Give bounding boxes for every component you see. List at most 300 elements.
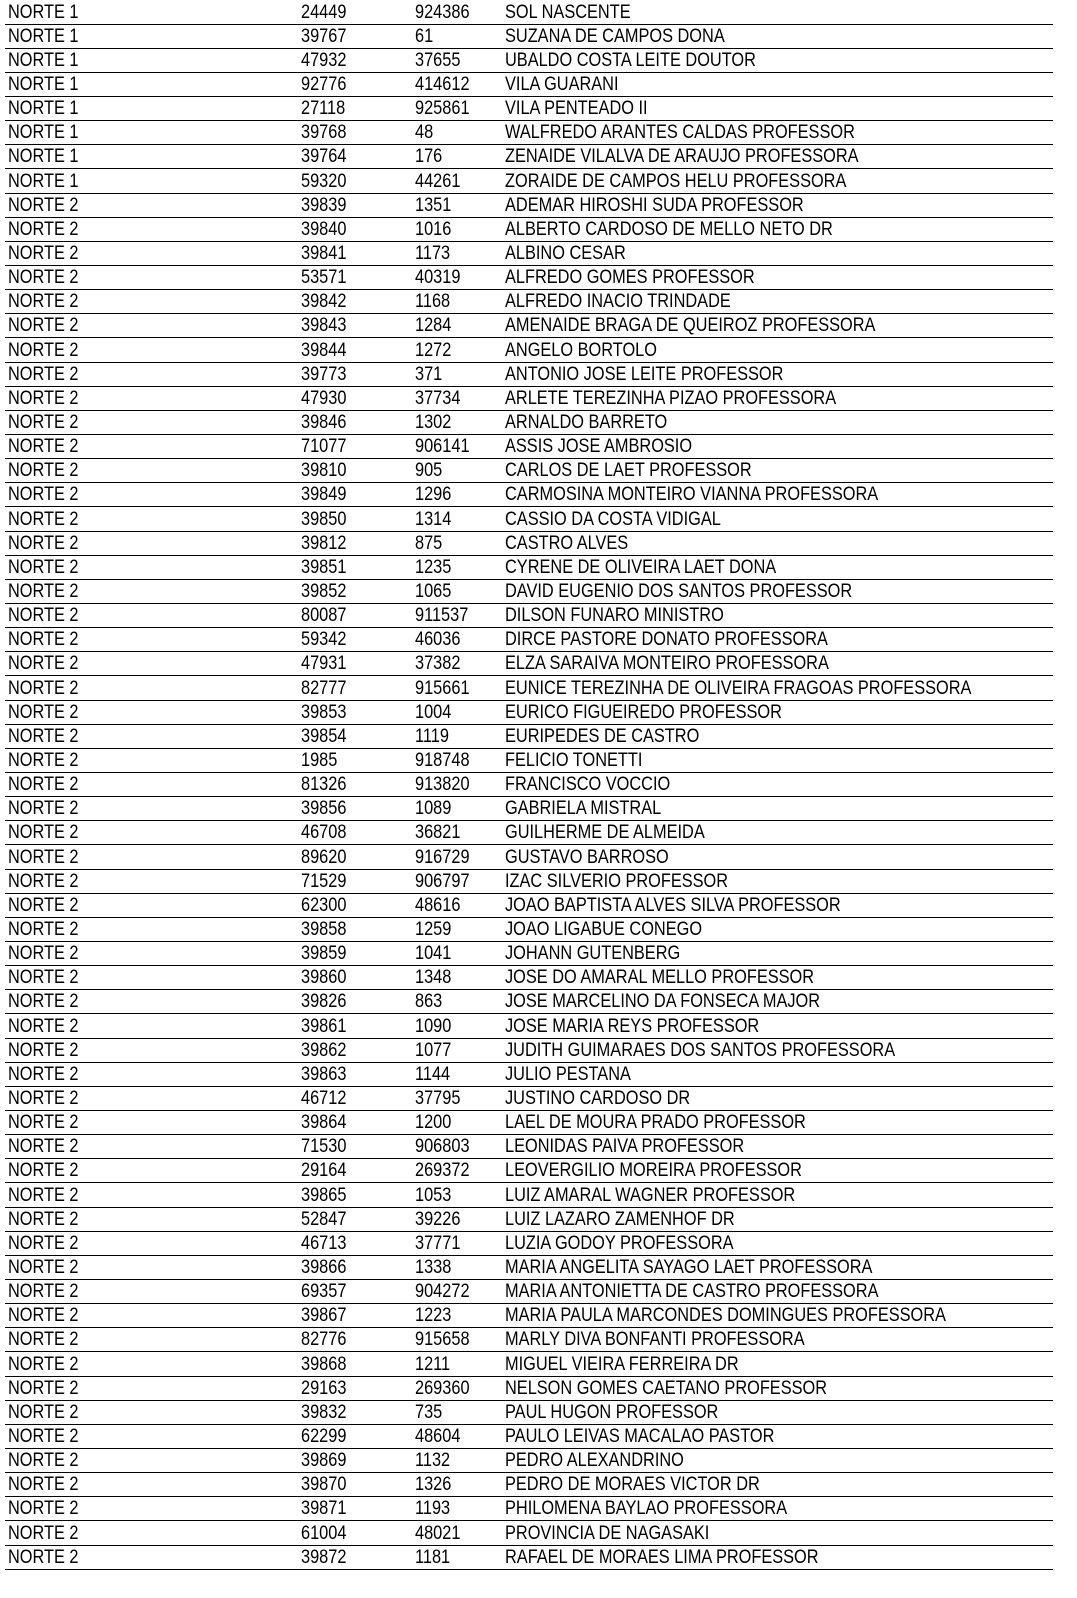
region-cell xyxy=(5,1448,298,1472)
code-text: 39850 xyxy=(301,508,347,530)
table-row xyxy=(5,217,1053,241)
id-text: 1004 xyxy=(415,701,452,723)
id-text: 915661 xyxy=(415,677,470,699)
id-text: 37771 xyxy=(415,1232,461,1254)
code-text: 39862 xyxy=(301,1039,347,1061)
code-text: 39864 xyxy=(301,1112,347,1134)
id-text: 37655 xyxy=(415,49,461,71)
school-name-cell xyxy=(502,217,1053,241)
school-name-cell xyxy=(502,314,1053,338)
table-row xyxy=(5,483,1053,507)
table-row xyxy=(5,1159,1053,1183)
id-cell xyxy=(412,507,502,531)
id-cell xyxy=(412,773,502,797)
school-name-text: ALFREDO GOMES PROFESSOR xyxy=(505,267,755,289)
region-text: NORTE 2 xyxy=(8,1015,79,1037)
id-cell xyxy=(412,1231,502,1255)
id-cell xyxy=(412,1376,502,1400)
school-name-text: LUIZ AMARAL WAGNER PROFESSOR xyxy=(505,1184,796,1206)
region-text: NORTE 2 xyxy=(8,339,79,361)
code-cell xyxy=(298,1521,412,1545)
table-row xyxy=(5,386,1053,410)
code-cell xyxy=(298,266,412,290)
code-text: 39843 xyxy=(301,315,347,337)
school-name-cell xyxy=(502,1135,1053,1159)
school-name-text: JOSE DO AMARAL MELLO PROFESSOR xyxy=(505,967,815,989)
id-cell xyxy=(412,1352,502,1376)
region-text: NORTE 2 xyxy=(8,701,79,723)
code-cell xyxy=(298,193,412,217)
code-cell xyxy=(298,1473,412,1497)
table-row xyxy=(5,1255,1053,1279)
code-text: 39863 xyxy=(301,1063,347,1085)
id-cell xyxy=(412,893,502,917)
school-name-text: ASSIS JOSE AMBROSIO xyxy=(505,436,693,458)
code-cell xyxy=(298,676,412,700)
region-cell xyxy=(5,531,298,555)
school-name-text: MIGUEL VIEIRA FERREIRA DR xyxy=(505,1353,739,1375)
table-row xyxy=(5,1376,1053,1400)
table-row xyxy=(5,531,1053,555)
code-cell xyxy=(298,773,412,797)
id-text: 1272 xyxy=(415,339,452,361)
code-cell xyxy=(298,869,412,893)
code-text: 1985 xyxy=(301,750,338,771)
id-text: 863 xyxy=(415,991,443,1013)
region-cell xyxy=(5,507,298,531)
id-text: 1065 xyxy=(415,581,452,603)
code-text: 92776 xyxy=(301,74,347,96)
table-row xyxy=(5,145,1053,169)
school-name-cell xyxy=(502,724,1053,748)
region-text: NORTE 2 xyxy=(8,1474,79,1496)
id-text: 1223 xyxy=(415,1305,452,1327)
id-cell xyxy=(412,628,502,652)
id-cell xyxy=(412,169,502,193)
region-text: NORTE 1 xyxy=(8,25,79,47)
school-name-text: SOL NASCENTE xyxy=(505,1,631,23)
table-row xyxy=(5,459,1053,483)
id-text: 176 xyxy=(415,146,443,168)
id-text: 1132 xyxy=(415,1450,451,1472)
table-row xyxy=(5,748,1053,772)
code-text: 62300 xyxy=(301,894,347,916)
school-name-cell xyxy=(502,1062,1053,1086)
school-name-cell xyxy=(502,821,1053,845)
id-cell xyxy=(412,217,502,241)
code-text: 39852 xyxy=(301,581,347,603)
school-name-text: JULIO PESTANA xyxy=(505,1063,631,1085)
table-row xyxy=(5,990,1053,1014)
region-text: NORTE 1 xyxy=(8,170,79,192)
code-cell xyxy=(298,217,412,241)
id-cell xyxy=(412,1110,502,1134)
region-cell xyxy=(5,459,298,483)
code-text: 59320 xyxy=(301,170,347,192)
id-text: 1200 xyxy=(415,1112,452,1134)
region-cell xyxy=(5,1279,298,1303)
code-text: 39841 xyxy=(301,243,347,265)
id-text: 906141 xyxy=(415,436,470,458)
code-cell xyxy=(298,1424,412,1448)
id-cell xyxy=(412,266,502,290)
table-row xyxy=(5,314,1053,338)
table-row xyxy=(5,97,1053,121)
code-text: 39861 xyxy=(301,1015,347,1037)
region-text: NORTE 2 xyxy=(8,508,79,530)
school-name-cell xyxy=(502,990,1053,1014)
school-name-text: PROVINCIA DE NAGASAKI xyxy=(505,1522,710,1544)
region-text: NORTE 2 xyxy=(8,412,79,434)
table-row xyxy=(5,1231,1053,1255)
region-text: NORTE 2 xyxy=(8,1160,79,1182)
id-cell xyxy=(412,1473,502,1497)
table-row xyxy=(5,121,1053,145)
id-text: 269360 xyxy=(415,1377,470,1399)
code-cell xyxy=(298,1038,412,1062)
region-cell xyxy=(5,24,298,48)
code-text: 39826 xyxy=(301,991,347,1013)
school-name-cell xyxy=(502,483,1053,507)
id-text: 1211 xyxy=(415,1353,451,1375)
id-text: 906797 xyxy=(415,870,470,892)
id-text: 1348 xyxy=(415,967,452,989)
code-text: 46713 xyxy=(301,1232,347,1254)
school-name-cell xyxy=(502,1473,1053,1497)
region-text: NORTE 2 xyxy=(8,243,79,265)
id-cell xyxy=(412,24,502,48)
table-row xyxy=(5,241,1053,265)
school-name-cell xyxy=(502,266,1053,290)
id-cell xyxy=(412,459,502,483)
school-name-text: LEONIDAS PAIVA PROFESSOR xyxy=(505,1136,745,1158)
region-cell xyxy=(5,1086,298,1110)
region-cell xyxy=(5,217,298,241)
school-name-cell xyxy=(502,193,1053,217)
table-row xyxy=(5,869,1053,893)
code-text: 39810 xyxy=(301,460,347,482)
id-text: 1235 xyxy=(415,556,452,578)
school-name-text: LUZIA GODOY PROFESSORA xyxy=(505,1232,734,1254)
region-cell xyxy=(5,579,298,603)
code-cell xyxy=(298,1135,412,1159)
id-cell xyxy=(412,604,502,628)
table-row xyxy=(5,1352,1053,1376)
code-text: 47930 xyxy=(301,387,347,409)
table-row xyxy=(5,1014,1053,1038)
table-row xyxy=(5,362,1053,386)
school-name-text: ZENAIDE VILALVA DE ARAUJO PROFESSORA xyxy=(505,146,859,168)
school-name-cell xyxy=(502,1231,1053,1255)
code-cell xyxy=(298,1328,412,1352)
school-name-text: DILSON FUNARO MINISTRO xyxy=(505,605,724,627)
id-text: 48 xyxy=(415,122,434,144)
id-cell xyxy=(412,1159,502,1183)
code-cell xyxy=(298,1400,412,1424)
school-name-text: FRANCISCO VOCCIO xyxy=(505,774,671,796)
code-text: 39870 xyxy=(301,1474,347,1496)
code-text: 39768 xyxy=(301,122,347,144)
region-cell xyxy=(5,1328,298,1352)
code-cell xyxy=(298,0,412,24)
school-name-cell xyxy=(502,97,1053,121)
region-text: NORTE 2 xyxy=(8,1450,79,1472)
code-text: 39832 xyxy=(301,1401,347,1423)
id-text: 1351 xyxy=(415,194,452,216)
table-row xyxy=(5,1183,1053,1207)
region-cell xyxy=(5,869,298,893)
school-name-text: SUZANA DE CAMPOS DONA xyxy=(505,25,725,47)
school-name-text: CASTRO ALVES xyxy=(505,532,629,554)
id-cell xyxy=(412,555,502,579)
region-cell xyxy=(5,1231,298,1255)
table-row xyxy=(5,555,1053,579)
code-cell xyxy=(298,966,412,990)
region-cell xyxy=(5,1473,298,1497)
id-text: 414612 xyxy=(415,74,470,96)
code-text: 61004 xyxy=(301,1522,347,1544)
id-cell xyxy=(412,941,502,965)
region-text: NORTE 2 xyxy=(8,774,79,796)
school-name-text: PHILOMENA BAYLAO PROFESSORA xyxy=(505,1498,788,1520)
id-text: 1041 xyxy=(415,943,452,965)
table-row xyxy=(5,1521,1053,1545)
school-name-cell xyxy=(502,941,1053,965)
code-cell xyxy=(298,652,412,676)
code-cell xyxy=(298,121,412,145)
region-cell xyxy=(5,604,298,628)
table-row xyxy=(5,845,1053,869)
region-cell xyxy=(5,917,298,941)
table-row xyxy=(5,966,1053,990)
id-cell xyxy=(412,797,502,821)
region-text: NORTE 2 xyxy=(8,291,79,313)
id-text: 61 xyxy=(415,25,434,47)
region-text: NORTE 2 xyxy=(8,629,79,651)
code-cell xyxy=(298,1376,412,1400)
id-cell xyxy=(412,1086,502,1110)
school-name-cell xyxy=(502,966,1053,990)
code-text: 39840 xyxy=(301,218,347,240)
region-text: NORTE 2 xyxy=(8,677,79,699)
table-row xyxy=(5,1135,1053,1159)
region-text: NORTE 2 xyxy=(8,1039,79,1061)
code-text: 39859 xyxy=(301,943,347,965)
region-text: NORTE 2 xyxy=(8,967,79,989)
id-cell xyxy=(412,748,502,772)
code-text: 29163 xyxy=(301,1377,347,1399)
region-cell xyxy=(5,1110,298,1134)
code-cell xyxy=(298,1352,412,1376)
code-cell xyxy=(298,507,412,531)
code-text: 39868 xyxy=(301,1353,347,1375)
region-cell xyxy=(5,1400,298,1424)
school-name-cell xyxy=(502,290,1053,314)
school-name-cell xyxy=(502,1038,1053,1062)
school-name-text: GUILHERME DE ALMEIDA xyxy=(505,822,705,844)
id-text: 46036 xyxy=(415,629,461,651)
region-cell xyxy=(5,628,298,652)
region-text: NORTE 2 xyxy=(8,581,79,603)
region-cell xyxy=(5,1183,298,1207)
table-row xyxy=(5,1110,1053,1134)
code-cell xyxy=(298,290,412,314)
code-cell xyxy=(298,97,412,121)
code-cell xyxy=(298,459,412,483)
table-row xyxy=(5,338,1053,362)
id-cell xyxy=(412,338,502,362)
code-text: 39844 xyxy=(301,339,347,361)
table-row xyxy=(5,290,1053,314)
table-row xyxy=(5,435,1053,459)
school-name-cell xyxy=(502,507,1053,531)
table-row xyxy=(5,628,1053,652)
school-name-text: ARNALDO BARRETO xyxy=(505,412,668,434)
code-text: 39856 xyxy=(301,798,347,820)
region-cell xyxy=(5,941,298,965)
id-text: 48616 xyxy=(415,894,461,916)
region-text: NORTE 2 xyxy=(8,750,79,771)
code-text: 39867 xyxy=(301,1305,347,1327)
table-row xyxy=(5,604,1053,628)
code-text: 39865 xyxy=(301,1184,347,1206)
id-text: 1053 xyxy=(415,1184,452,1206)
code-text: 39858 xyxy=(301,918,347,940)
region-cell xyxy=(5,1062,298,1086)
region-cell xyxy=(5,1135,298,1159)
table-row xyxy=(5,579,1053,603)
region-cell xyxy=(5,1159,298,1183)
id-text: 1302 xyxy=(415,412,452,434)
region-text: NORTE 2 xyxy=(8,194,79,216)
id-cell xyxy=(412,1255,502,1279)
code-cell xyxy=(298,1110,412,1134)
id-cell xyxy=(412,700,502,724)
id-cell xyxy=(412,1207,502,1231)
school-name-cell xyxy=(502,1304,1053,1328)
code-cell xyxy=(298,845,412,869)
region-cell xyxy=(5,338,298,362)
code-cell xyxy=(298,386,412,410)
id-text: 1314 xyxy=(415,508,452,530)
id-cell xyxy=(412,121,502,145)
table-row xyxy=(5,24,1053,48)
region-text: NORTE 2 xyxy=(8,918,79,940)
region-text: NORTE 2 xyxy=(8,894,79,916)
table-row xyxy=(5,193,1053,217)
region-cell xyxy=(5,1255,298,1279)
code-cell xyxy=(298,748,412,772)
school-name-cell xyxy=(502,1086,1053,1110)
code-cell xyxy=(298,1086,412,1110)
id-text: 1296 xyxy=(415,484,452,506)
region-text: NORTE 2 xyxy=(8,870,79,892)
id-text: 1090 xyxy=(415,1015,452,1037)
code-cell xyxy=(298,145,412,169)
code-text: 82776 xyxy=(301,1329,347,1351)
code-cell xyxy=(298,893,412,917)
id-cell xyxy=(412,0,502,24)
code-cell xyxy=(298,1304,412,1328)
code-text: 27118 xyxy=(301,98,346,120)
id-text: 37795 xyxy=(415,1087,461,1109)
id-text: 1077 xyxy=(415,1039,452,1061)
school-name-cell xyxy=(502,338,1053,362)
school-name-cell xyxy=(502,1207,1053,1231)
school-name-text: JOAO BAPTISTA ALVES SILVA PROFESSOR xyxy=(505,894,841,916)
table-row xyxy=(5,821,1053,845)
school-name-text: GUSTAVO BARROSO xyxy=(505,846,669,868)
table-row xyxy=(5,507,1053,531)
table-row xyxy=(5,893,1053,917)
region-text: NORTE 1 xyxy=(8,74,79,96)
region-cell xyxy=(5,1376,298,1400)
id-cell xyxy=(412,290,502,314)
region-text: NORTE 2 xyxy=(8,1281,79,1303)
region-cell xyxy=(5,990,298,1014)
id-text: 39226 xyxy=(415,1208,461,1230)
table-row xyxy=(5,652,1053,676)
id-cell xyxy=(412,579,502,603)
region-cell xyxy=(5,362,298,386)
school-name-cell xyxy=(502,1183,1053,1207)
code-text: 39767 xyxy=(301,25,347,47)
region-cell xyxy=(5,193,298,217)
region-text: NORTE 2 xyxy=(8,653,79,675)
table-row xyxy=(5,917,1053,941)
school-table xyxy=(5,0,1053,1570)
table-row xyxy=(5,1304,1053,1328)
region-cell xyxy=(5,410,298,434)
code-cell xyxy=(298,797,412,821)
code-cell xyxy=(298,1545,412,1569)
region-cell xyxy=(5,314,298,338)
id-text: 911537 xyxy=(415,605,469,627)
school-name-cell xyxy=(502,893,1053,917)
region-text: NORTE 2 xyxy=(8,1305,79,1327)
region-text: NORTE 2 xyxy=(8,943,79,965)
school-name-cell xyxy=(502,700,1053,724)
id-cell xyxy=(412,1400,502,1424)
region-cell xyxy=(5,169,298,193)
code-cell xyxy=(298,241,412,265)
school-name-cell xyxy=(502,579,1053,603)
id-cell xyxy=(412,48,502,72)
code-text: 71529 xyxy=(301,870,347,892)
school-name-cell xyxy=(502,652,1053,676)
region-cell xyxy=(5,773,298,797)
region-text: NORTE 2 xyxy=(8,1232,79,1254)
school-name-cell xyxy=(502,241,1053,265)
id-cell xyxy=(412,1424,502,1448)
school-name-cell xyxy=(502,72,1053,96)
school-name-cell xyxy=(502,1328,1053,1352)
code-text: 39872 xyxy=(301,1546,347,1568)
region-cell xyxy=(5,386,298,410)
code-text: 46708 xyxy=(301,822,347,844)
region-cell xyxy=(5,724,298,748)
region-cell xyxy=(5,1014,298,1038)
region-text: NORTE 2 xyxy=(8,605,79,627)
table-row xyxy=(5,797,1053,821)
school-name-text: PAUL HUGON PROFESSOR xyxy=(505,1401,719,1423)
school-name-text: JUDITH GUIMARAES DOS SANTOS PROFESSORA xyxy=(505,1039,896,1061)
id-cell xyxy=(412,314,502,338)
school-name-cell xyxy=(502,531,1053,555)
region-text: NORTE 2 xyxy=(8,1136,79,1158)
region-cell xyxy=(5,1497,298,1521)
school-name-text: CYRENE DE OLIVEIRA LAET DONA xyxy=(505,556,777,578)
